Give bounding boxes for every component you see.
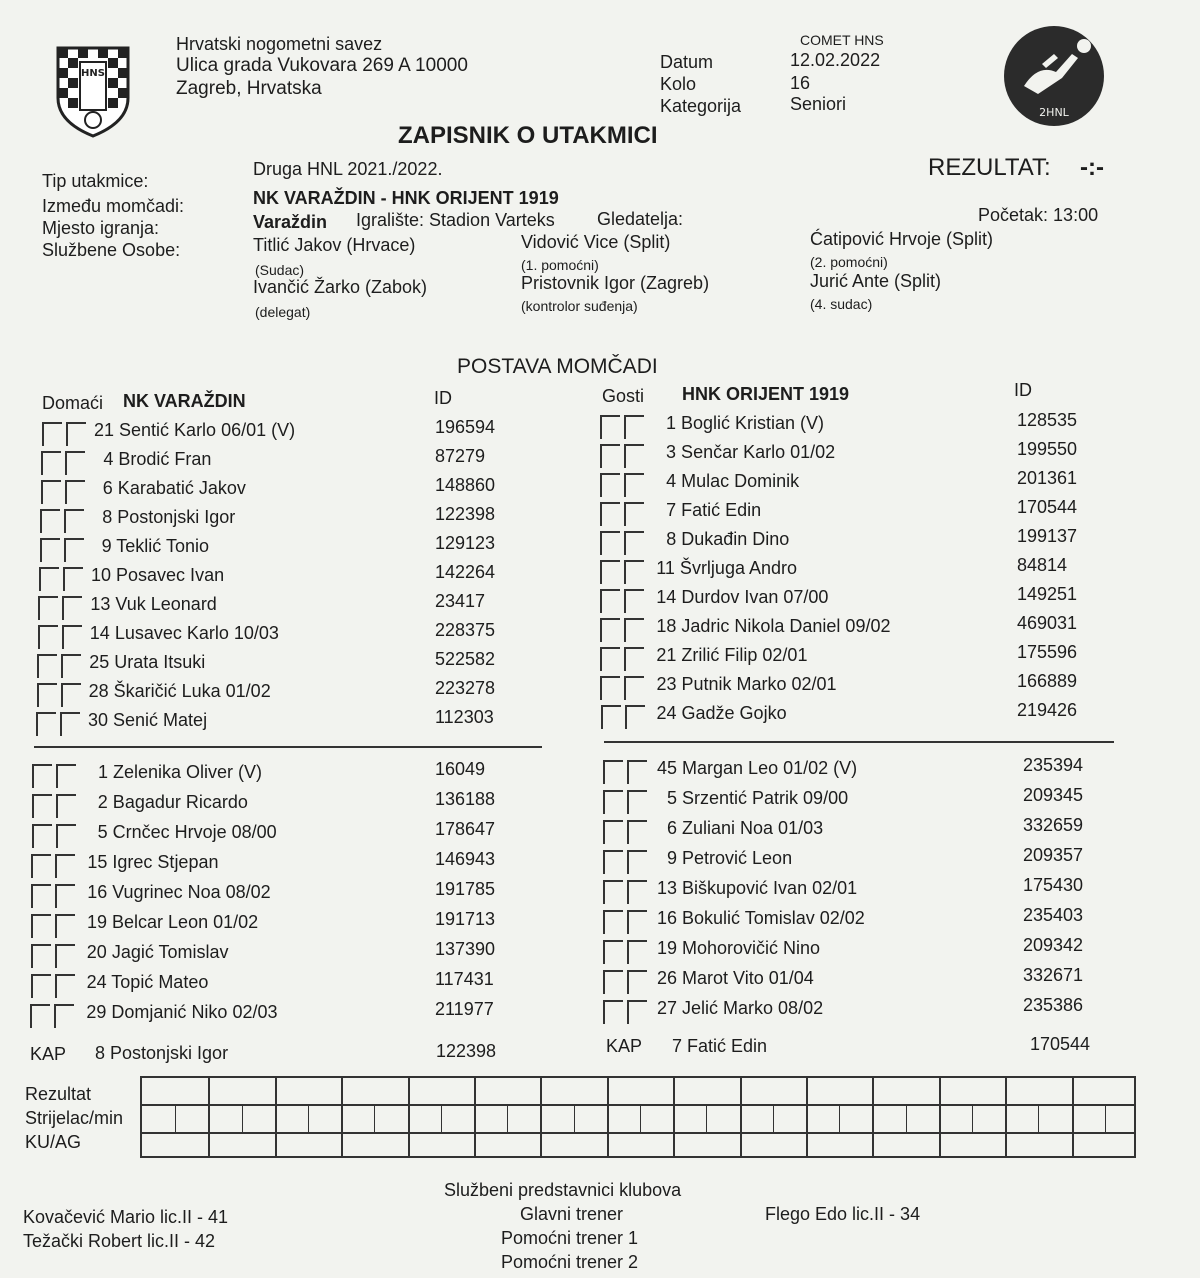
official-role: (kontrolor suđenja) (521, 298, 638, 314)
player-name: 14 Lusavec Karlo 10/03 (89, 623, 279, 643)
scorer-minute-divider (507, 1104, 508, 1132)
kolo-label: Kolo (660, 74, 697, 94)
tip-label: Tip utakmice: (42, 171, 149, 191)
player-id: 112303 (435, 707, 494, 727)
player-id: 84814 (1017, 555, 1068, 575)
checkbox[interactable] (624, 415, 644, 439)
checkbox[interactable] (32, 794, 52, 818)
player-name: 2 Bagadur Ricardo (97, 792, 248, 812)
player-id: 199137 (1017, 526, 1078, 546)
player-name: 24 Topić Mateo (86, 972, 209, 992)
player-id: 191785 (435, 879, 496, 899)
player-checkbox-pair[interactable] (600, 415, 646, 439)
player-name: 16 Vugrinec Noa 08/02 (87, 882, 271, 902)
checkbox[interactable] (624, 560, 644, 584)
checkbox[interactable] (603, 970, 623, 994)
score-row-label: Rezultat (25, 1084, 92, 1104)
checkbox[interactable] (64, 538, 84, 562)
document-title: ZAPISNIK O UTAKMICI (398, 122, 658, 149)
checkbox[interactable] (600, 444, 620, 468)
official-role: (Sudac) (255, 262, 305, 278)
player-name: 21 Sentić Karlo 06/01 (V) (94, 420, 296, 440)
kategorija-label: Kategorija (660, 96, 742, 116)
player-id: 235386 (1023, 995, 1084, 1015)
player-id: 148860 (435, 475, 496, 495)
away-divider (604, 741, 1114, 743)
player-name: 8 Postonjski Igor (102, 507, 236, 527)
player-id: 228375 (435, 620, 496, 640)
checkbox[interactable] (37, 654, 57, 678)
home-label: Domaći (42, 393, 104, 413)
player-id: 522582 (435, 649, 496, 669)
away-captain: 7 Fatić Edin (672, 1036, 768, 1056)
player-name: 20 Jagić Tomislav (86, 942, 229, 962)
player-name: 9 Teklić Tonio (101, 536, 209, 556)
player-id: 149251 (1017, 584, 1078, 604)
gledatelja: Gledatelja: (597, 209, 684, 229)
player-checkbox-pair[interactable] (31, 944, 77, 968)
official-name: Vidović Vice (Split) (521, 232, 671, 252)
player-id: 211977 (435, 999, 494, 1019)
checkbox[interactable] (624, 531, 644, 555)
hns-federation-logo (52, 40, 134, 138)
scorer-minute-divider (706, 1104, 707, 1132)
player-checkbox-pair[interactable] (600, 473, 646, 497)
player-id: 332659 (1023, 815, 1084, 835)
checkbox[interactable] (40, 538, 60, 562)
player-id: 142264 (435, 562, 496, 582)
score-cell-divider (607, 1078, 609, 1156)
score-cell-divider (939, 1078, 941, 1156)
checkbox[interactable] (601, 705, 621, 729)
official-name: Pristovnik Igor (Zagreb) (521, 273, 710, 293)
player-id: 219426 (1017, 700, 1078, 720)
player-checkbox-pair[interactable] (40, 538, 86, 562)
player-checkbox-pair[interactable] (600, 444, 646, 468)
official-name: Titlić Jakov (Hrvace) (253, 235, 416, 255)
checkbox[interactable] (61, 654, 81, 678)
checkbox[interactable] (66, 422, 86, 446)
home-id-header: ID (434, 388, 452, 408)
player-name: 15 Igrec Stjepan (87, 852, 219, 872)
checkbox[interactable] (603, 850, 623, 874)
player-checkbox-pair[interactable] (32, 824, 78, 848)
checkbox[interactable] (627, 1000, 647, 1024)
player-id: 235394 (1023, 755, 1084, 775)
checkbox[interactable] (55, 884, 75, 908)
player-name: 1 Zelenika Oliver (V) (98, 762, 263, 782)
away-id-header: ID (1014, 380, 1032, 400)
checkbox[interactable] (627, 760, 647, 784)
org-city: Zagreb, Hrvatska (176, 78, 322, 99)
player-checkbox-pair[interactable] (30, 1004, 76, 1028)
lineup-title: POSTAVA MOMČADI (457, 355, 658, 378)
player-checkbox-pair[interactable] (31, 854, 77, 878)
checkbox[interactable] (41, 451, 61, 475)
home-captain-id: 122398 (436, 1041, 497, 1061)
checkbox[interactable] (624, 473, 644, 497)
score-cell-divider (208, 1078, 210, 1156)
scorer-minute-divider (308, 1104, 309, 1132)
checkbox[interactable] (60, 712, 80, 736)
official-role: (4. sudac) (810, 296, 873, 312)
player-id: 137390 (435, 939, 496, 959)
player-id: 469031 (1017, 613, 1078, 633)
player-id: 122398 (435, 504, 496, 524)
role-head-coach: Glavni trener (520, 1204, 624, 1224)
score-cell-divider (872, 1078, 874, 1156)
score-cell-divider (740, 1078, 742, 1156)
player-name: 45 Margan Leo 01/02 (V) (657, 758, 858, 778)
player-checkbox-pair[interactable] (37, 654, 83, 678)
checkbox[interactable] (31, 944, 51, 968)
scorer-minute-divider (972, 1104, 973, 1132)
checkbox[interactable] (65, 480, 85, 504)
checkbox[interactable] (603, 790, 623, 814)
player-checkbox-pair[interactable] (41, 451, 87, 475)
score-table-rule (142, 1132, 1134, 1134)
checkbox[interactable] (624, 676, 644, 700)
player-name: 16 Bokulić Tomislav 02/02 (657, 908, 865, 928)
player-id: 196594 (435, 417, 496, 437)
player-name: 4 Brodić Fran (103, 449, 212, 469)
player-name: 1 Boglić Kristian (V) (666, 413, 825, 433)
official-name: Jurić Ante (Split) (810, 271, 942, 291)
player-name: 26 Marot Vito 01/04 (657, 968, 814, 988)
official-name: Ivančić Žarko (Zabok) (253, 277, 428, 297)
player-name: 11 Švrljuga Andro (656, 558, 798, 578)
hns-logo-text: HNS (81, 68, 105, 79)
checkbox[interactable] (31, 974, 51, 998)
player-id: 191713 (435, 909, 496, 929)
player-id: 223278 (435, 678, 496, 698)
score-cell-divider (474, 1078, 476, 1156)
score-cell-divider (806, 1078, 808, 1156)
player-checkbox-pair[interactable] (31, 914, 77, 938)
player-name: 5 Crnčec Hrvoje 08/00 (97, 822, 277, 842)
sluzbene-label: Službene Osobe: (42, 240, 181, 260)
player-id: 146943 (435, 849, 496, 869)
score-table-rule (142, 1104, 1134, 1106)
home-captain-label: KAP (30, 1044, 67, 1064)
checkbox[interactable] (624, 618, 644, 642)
checkbox[interactable] (31, 854, 51, 878)
player-checkbox-pair[interactable] (37, 683, 83, 707)
official-name: Ćatipović Hrvoje (Split) (810, 229, 994, 249)
player-name: 18 Jadric Nikola Daniel 09/02 (656, 616, 891, 636)
checkbox[interactable] (39, 567, 59, 591)
player-checkbox-pair[interactable] (600, 647, 646, 671)
player-id: 129123 (435, 533, 496, 553)
checkbox[interactable] (603, 940, 623, 964)
player-name: 19 Belcar Leon 01/02 (87, 912, 259, 932)
checkbox[interactable] (624, 647, 644, 671)
player-id: 117431 (435, 969, 494, 989)
player-id: 136188 (435, 789, 496, 809)
checkbox[interactable] (63, 567, 83, 591)
checkbox[interactable] (600, 415, 620, 439)
checkbox[interactable] (30, 1004, 50, 1028)
player-name: 6 Karabatić Jakov (102, 478, 246, 498)
tip-value: Druga HNL 2021./2022. (253, 159, 443, 179)
igraliste: Igralište: Stadion Varteks (356, 210, 555, 230)
score-row-label: KU/AG (25, 1132, 82, 1152)
score-table (140, 1076, 1136, 1158)
checkbox[interactable] (40, 509, 60, 533)
checkbox[interactable] (603, 880, 623, 904)
checkbox[interactable] (625, 705, 645, 729)
checkbox[interactable] (41, 480, 61, 504)
role-assistant-2: Pomoćni trener 2 (501, 1252, 639, 1272)
player-id: 87279 (435, 446, 486, 466)
player-id: 235403 (1023, 905, 1084, 925)
checkbox[interactable] (55, 914, 75, 938)
score-row-label: Strijelac/min (25, 1108, 124, 1128)
scorer-minute-divider (242, 1104, 243, 1132)
score-cell-divider (1072, 1078, 1074, 1156)
player-id: 209345 (1023, 785, 1084, 805)
checkbox[interactable] (55, 944, 75, 968)
player-checkbox-pair[interactable] (600, 618, 646, 642)
player-checkbox-pair[interactable] (603, 970, 649, 994)
player-name: 23 Putnik Marko 02/01 (656, 674, 837, 694)
player-name: 8 Dukađin Dino (666, 529, 790, 549)
scorer-minute-divider (374, 1104, 375, 1132)
scorer-minute-divider (1038, 1104, 1039, 1132)
checkbox[interactable] (38, 596, 58, 620)
system-label: COMET HNS (800, 32, 884, 48)
score-cell-divider (275, 1078, 277, 1156)
checkbox[interactable] (624, 444, 644, 468)
player-checkbox-pair[interactable] (600, 560, 646, 584)
checkbox[interactable] (627, 970, 647, 994)
player-name: 24 Gadže Gojko (656, 703, 787, 723)
player-checkbox-pair[interactable] (39, 567, 85, 591)
player-name: 25 Urata Itsuki (89, 652, 206, 672)
home-representative: Težački Robert lic.II - 42 (23, 1231, 216, 1251)
representatives-title: Službeni predstavnici klubova (444, 1180, 682, 1200)
player-id: 16049 (435, 759, 486, 779)
checkbox[interactable] (36, 712, 56, 736)
checkbox[interactable] (603, 820, 623, 844)
player-name: 6 Zuliani Noa 01/03 (667, 818, 824, 838)
player-checkbox-pair[interactable] (600, 502, 646, 526)
player-checkbox-pair[interactable] (603, 880, 649, 904)
player-checkbox-pair[interactable] (38, 596, 84, 620)
player-id: 175430 (1023, 875, 1084, 895)
player-name: 13 Biškupović Ivan 02/01 (657, 878, 858, 898)
checkbox[interactable] (32, 824, 52, 848)
player-checkbox-pair[interactable] (600, 589, 646, 613)
checkbox[interactable] (600, 502, 620, 526)
player-id: 166889 (1017, 671, 1078, 691)
official-role: (1. pomoćni) (521, 257, 599, 273)
player-id: 201361 (1017, 468, 1078, 488)
player-name: 19 Mohorovičić Nino (657, 938, 821, 958)
player-name: 28 Škaričić Luka 01/02 (88, 681, 271, 701)
player-checkbox-pair[interactable] (31, 974, 77, 998)
mjesto-label: Mjesto igranja: (42, 218, 160, 238)
checkbox[interactable] (56, 794, 76, 818)
player-name: 27 Jelić Marko 08/02 (657, 998, 824, 1018)
player-id: 199550 (1017, 439, 1078, 459)
score-cell-divider (540, 1078, 542, 1156)
datum-value: 12.02.2022 (790, 50, 881, 70)
checkbox[interactable] (600, 531, 620, 555)
player-name: 5 Srzentić Patrik 09/00 (667, 788, 849, 808)
checkbox[interactable] (64, 509, 84, 533)
player-checkbox-pair[interactable] (600, 676, 646, 700)
checkbox[interactable] (600, 473, 620, 497)
checkbox[interactable] (42, 422, 62, 446)
checkbox[interactable] (61, 683, 81, 707)
away-label: Gosti (602, 386, 645, 406)
player-name: 7 Fatić Edin (666, 500, 762, 520)
checkbox[interactable] (627, 850, 647, 874)
scorer-minute-divider (839, 1104, 840, 1132)
checkbox[interactable] (55, 974, 75, 998)
checkbox[interactable] (32, 764, 52, 788)
player-name: 21 Zrilić Filip 02/01 (656, 645, 808, 665)
league-logo-text: 2HNL (1039, 106, 1069, 119)
izmedu-value: NK VARAŽDIN - HNK ORIJENT 1919 (253, 188, 559, 208)
player-checkbox-pair[interactable] (36, 712, 82, 736)
org-street: Ulica grada Vukovara 269 A 10000 (176, 55, 468, 76)
player-checkbox-pair[interactable] (600, 531, 646, 555)
player-name: 30 Senić Matej (88, 710, 208, 730)
player-id: 209342 (1023, 935, 1084, 955)
player-id: 209357 (1023, 845, 1084, 865)
checkbox[interactable] (600, 618, 620, 642)
player-checkbox-pair[interactable] (601, 705, 647, 729)
org-name: Hrvatski nogometni savez (176, 34, 383, 54)
player-id: 23417 (435, 591, 486, 611)
scorer-minute-divider (1105, 1104, 1106, 1132)
checkbox[interactable] (600, 560, 620, 584)
player-checkbox-pair[interactable] (603, 790, 649, 814)
checkbox[interactable] (31, 914, 51, 938)
player-id: 170544 (1017, 497, 1078, 517)
away-captain-label: KAP (606, 1036, 643, 1056)
player-id: 178647 (435, 819, 496, 839)
checkbox[interactable] (56, 764, 76, 788)
role-assistant-1: Pomoćni trener 1 (501, 1228, 639, 1248)
player-checkbox-pair[interactable] (603, 910, 649, 934)
player-name: 9 Petrović Leon (667, 848, 793, 868)
score-cell-divider (408, 1078, 410, 1156)
player-checkbox-pair[interactable] (42, 422, 88, 446)
player-name: 3 Senčar Karlo 01/02 (666, 442, 836, 462)
player-checkbox-pair[interactable] (603, 820, 649, 844)
pocetak: Početak: 13:00 (978, 205, 1099, 225)
scorer-minute-divider (640, 1104, 641, 1132)
checkbox[interactable] (624, 589, 644, 613)
2hnl-league-logo (1002, 24, 1106, 128)
player-checkbox-pair[interactable] (31, 884, 77, 908)
checkbox[interactable] (627, 820, 647, 844)
checkbox[interactable] (37, 683, 57, 707)
player-name: 14 Durdov Ivan 07/00 (656, 587, 829, 607)
player-id: 332671 (1023, 965, 1084, 985)
checkbox[interactable] (62, 625, 82, 649)
player-checkbox-pair[interactable] (38, 625, 84, 649)
player-checkbox-pair[interactable] (41, 480, 87, 504)
checkbox[interactable] (56, 824, 76, 848)
player-name: 29 Domjanić Niko 02/03 (86, 1002, 278, 1022)
checkbox[interactable] (627, 910, 647, 934)
checkbox[interactable] (55, 854, 75, 878)
checkbox[interactable] (600, 589, 620, 613)
scorer-minute-divider (574, 1104, 575, 1132)
official-role: (delegat) (255, 304, 311, 320)
home-team-name: NK VARAŽDIN (123, 391, 246, 411)
scorer-minute-divider (773, 1104, 774, 1132)
checkbox[interactable] (627, 790, 647, 814)
away-representative: Flego Edo lic.II - 34 (765, 1204, 921, 1224)
player-checkbox-pair[interactable] (603, 940, 649, 964)
player-checkbox-pair[interactable] (32, 764, 78, 788)
away-captain-id: 170544 (1030, 1034, 1091, 1054)
player-checkbox-pair[interactable] (40, 509, 86, 533)
checkbox[interactable] (627, 880, 647, 904)
home-divider (34, 746, 542, 748)
checkbox[interactable] (65, 451, 85, 475)
checkbox[interactable] (624, 502, 644, 526)
rezultat-value: -:- (1080, 154, 1104, 181)
home-representative: Kovačević Mario lic.II - 41 (23, 1207, 229, 1227)
checkbox[interactable] (54, 1004, 74, 1028)
scorer-minute-divider (441, 1104, 442, 1132)
kategorija-value: Seniori (790, 94, 847, 114)
checkbox[interactable] (62, 596, 82, 620)
izmedu-label: Između momčadi: (42, 196, 185, 216)
player-name: 4 Mulac Dominik (666, 471, 800, 491)
player-name: 13 Vuk Leonard (90, 594, 217, 614)
player-checkbox-pair[interactable] (603, 1000, 649, 1024)
rezultat-label: REZULTAT: (928, 154, 1051, 181)
score-cell-divider (341, 1078, 343, 1156)
mjesto-value: Varaždin (253, 212, 328, 232)
checkbox[interactable] (38, 625, 58, 649)
score-cell-divider (1005, 1078, 1007, 1156)
score-cell-divider (673, 1078, 675, 1156)
player-id: 128535 (1017, 410, 1078, 430)
player-checkbox-pair[interactable] (32, 794, 78, 818)
checkbox[interactable] (600, 647, 620, 671)
away-team-name: HNK ORIJENT 1919 (682, 384, 850, 404)
player-id: 175596 (1017, 642, 1078, 662)
checkbox[interactable] (603, 1000, 623, 1024)
scorer-minute-divider (906, 1104, 907, 1132)
checkbox[interactable] (603, 760, 623, 784)
player-checkbox-pair[interactable] (603, 850, 649, 874)
checkbox[interactable] (600, 676, 620, 700)
checkbox[interactable] (31, 884, 51, 908)
scorer-minute-divider (175, 1104, 176, 1132)
kolo-value: 16 (790, 73, 811, 93)
datum-label: Datum (660, 52, 714, 72)
checkbox[interactable] (603, 910, 623, 934)
player-checkbox-pair[interactable] (603, 760, 649, 784)
checkbox[interactable] (627, 940, 647, 964)
home-captain: 8 Postonjski Igor (95, 1043, 229, 1063)
official-role: (2. pomoćni) (810, 254, 888, 270)
player-name: 10 Posavec Ivan (91, 565, 225, 585)
